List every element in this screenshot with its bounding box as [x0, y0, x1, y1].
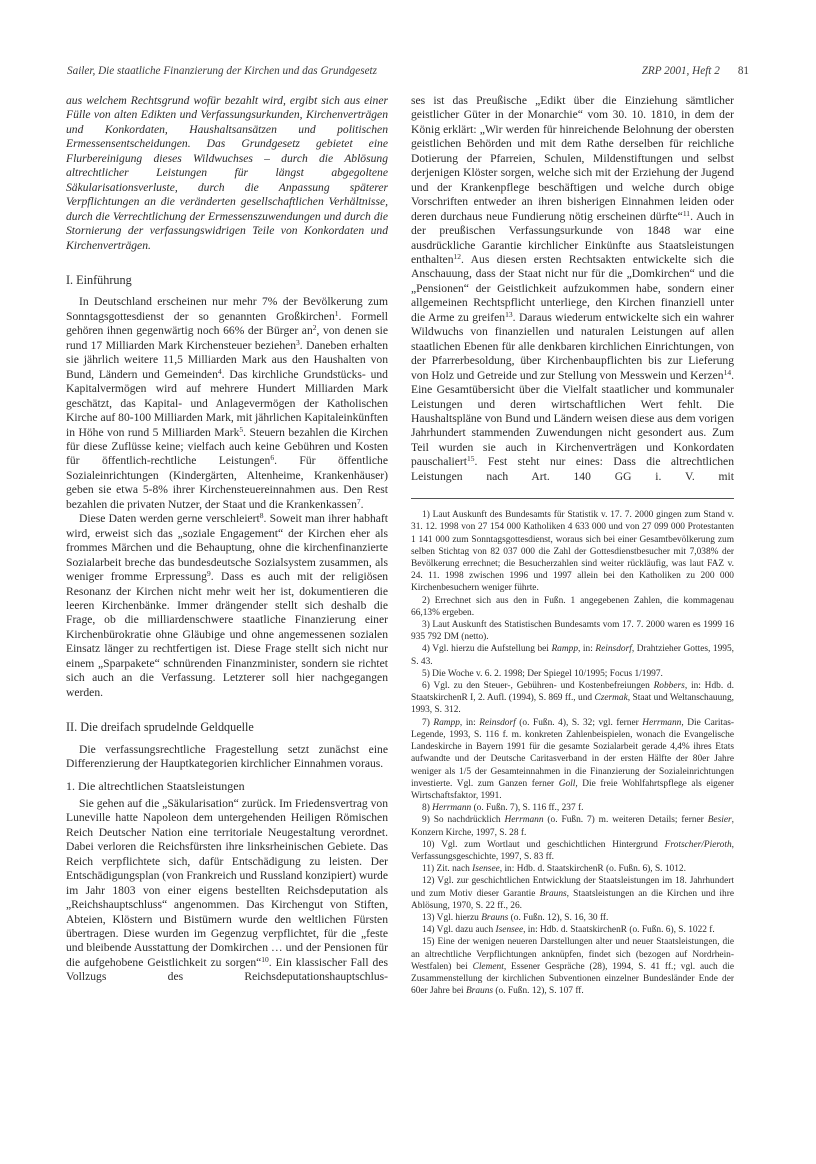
footnote-number: 12)	[422, 876, 438, 887]
footnote-8: 8) Herrmann (o. Fußn. 7), S. 116 ff., 237 f.	[422, 803, 584, 814]
author-name: Czermak	[594, 693, 628, 704]
left-column	[66, 94, 388, 985]
footnote-3: 3) Laut Auskunft des Statistischen Bundesamts vom 17. 7. 2000 waren es 1999 16 935 792 DM (netto).	[411, 620, 735, 643]
footnote-2: 2) Errechnet sich aus den in Fußn. 1 angegebenen Zahlen, die kommagenau 66,13% ergeben.	[411, 595, 734, 618]
author-name: Herrmann	[432, 803, 472, 814]
author-name: Besier	[707, 815, 732, 826]
footnote-12: 12) Vgl. zur geschichtlichen Entwicklung der Staatsleistungen im 18. Jahrhundert und zum Motiv dieser Garantie Brauns, Staatsleistungen an die Kirchen und ihre Ablösung, 1970, S. 22 ff., 26.	[411, 876, 734, 911]
footnote-10: 10) Vgl. zum Wortlaut und geschichtlichen Hintergrund Frotscher/Pieroth, Verfassungsgeschichte, 1997, S. 83 ff.	[411, 839, 734, 862]
footnote-ref[interactable]: 2	[312, 323, 317, 333]
author-name: Herrmann	[642, 717, 682, 728]
author-name: Rampp	[551, 644, 579, 655]
author-name: Rampp	[433, 717, 460, 728]
footnotes	[411, 509, 734, 997]
footnote-5: 5) Die Woche v. 6. 2. 1998; Der Spiegel 10/1995; Focus 1/1997.	[422, 668, 663, 679]
footnote-9: 9) So nachdrücklich Herrmann (o. Fußn. 7) m. weiteren Details; ferner Besier, Konzern Kirche, 1997, S. 28 f.	[411, 815, 734, 838]
right-column	[411, 94, 734, 997]
footnote-number: 9)	[422, 815, 434, 826]
page-number: 81	[737, 65, 749, 77]
footnote-7: 7) Rampp, in: Reinsdorf (o. Fußn. 4), S. 32; vgl. ferner Herrmann, Die Caritas-Legende, 1993, S. 116 f. m. konkreten Zahlenbeispielen, wonach die Evangelische Landeskirche in Bayern 1991 für die gesamte Sozialarbeit gerade 4,4% ihres Etats aufwandte und der Deutsche Caritasverband in der ersten Hälfte der 80er Jahre weniger als 1/5 der Gesamteinnahmen in die Finanzierung der Sozialeinrichtungen investierte. Vgl. zum Ganzen ferner Goll, Die freie Wohlfahrtspflege als eigener Wirtschaftsfaktor, 1991.	[411, 717, 734, 801]
section-heading-geldquelle: II. Die dreifach sprudelnde Geldquelle	[66, 720, 254, 735]
paragraph: Sie gehen auf die „Säkularisation“ zurück. Im Friedensvertrag von Luneville hatte Napoleon dem untergehenden Heiligen Römischen Reich Deutscher Nation eine territoriale Neugestaltung verordnet. Dabei verloren die Reichsfürsten ihre linksrheinischen Gebiete. Das Reich verpflichtete sich, dafür Entschädigung zu leisten. Der Entschädigungsplan (von Frankreich und Russland konzipiert) wurde im Jahr 1803 von einer eigens bestellten Reichsdeputation als „Reichshauptschluss“ angenommen. Das Kirchengut von Stiften, Abteien, Klöstern und Bistümern wurde den weltlichen Fürsten übertragen. Diese wurden im Gegenzug verpflichtet, für die „feste und bleibende Ausstattung der Domkirchen … und der Pensionen für die aufgehobene Geistlichkeit zu sorgen“$^{10}$. Ein klassischer Fall des Vollzugs des Reichsdeputationshauptschlus-	[66, 796, 388, 984]
footnote-number: 4)	[422, 644, 433, 655]
footnote-4: 4) Vgl. hierzu die Aufstellung bei Rampp, in: Reinsdorf, Drahtzieher Gottes, 1995, S. 43.	[411, 644, 735, 667]
author-name: Frotscher/Pieroth	[664, 839, 732, 850]
paragraph: Diese Daten werden gerne verschleiert$^8$. Soweit man ihrer habhaft wird, erweist sich das „soziale Engagement“ der Kirchen eher als frommes Märchen und die Behauptung, ohne die kirchenfinanzierte Sozialarbeit breche das bundesdeutsche Sozialsystem zusammen, als weniger fromme Erpressung$^9$. Dass es auch mit der religiösen Resonanz der Kirchen nicht mehr weit her ist, dokumentieren die leeren Kirchenbänke. Immer drängender stellt sich deshalb die Frage, ob die milliardenschwere staatliche Finanzierung einer Kirchenbürokratie ohne Gläubige und ohne angemessenen sozialen Einsatz länger zu rechtfertigen ist. Diese Frage stellt sich nicht nur einem „Sparpakete“ schnürenden Finanzminister, sondern sie richtet sich auch an die Verfassung. Letzterer soll hier nachgegangen werden.	[66, 511, 389, 699]
footnote-ref[interactable]: 10	[261, 954, 269, 964]
footnote-divider	[411, 498, 734, 499]
footnote-number: 3)	[422, 620, 433, 631]
footnote-number: 7)	[422, 717, 434, 728]
author-name: Isensee	[472, 864, 500, 875]
paragraph: ses ist das Preußische „Edikt über die Einziehung sämtlicher geistlicher Güter in der Monarchie“ vom 30. 10. 1810, in dem der König erklärt: „Wir werden für hinreichende Belohnung der obersten geistlichen Behörden und mit dem Rathe derselben für reichliche Dotierung der Pfarreien, Schulen, Mildenstiftungen und selbst derjenigen Klöster sorgen, welche sich mit der Erziehung der Jugend und der Krankenpflege beschäftigen und welche durch obige Vorschriften entweder an ihren bisherigen Einnahmen leiden oder deren durchaus neue Fundierung nötig erscheinen dürfte“$^{11}$. Auch in der preußischen Verfassungsurkunde von 1848 war eine ausdrückliche Garantie kirchlicher Einkünfte aus Staatsleistungen enthalten$^{12}$. Aus diesen ersten Rechtsakten entwickelte sich die Anschauung, dass der Staat nicht nur für die „Domkirchen“ und die „Pensionen“ der Geistlichkeit aufzukommen habe, sondern einer allgemeinen Rechtspflicht unterliege, den Kirchen finanziell unter die Arme zu greifen$^{13}$. Daraus wiederum entwickelte sich ein wahrer Wildwuchs von finanziellen und naturalen Leistungen auf allen staatlichen Ebenen für alle denkbaren kirchlichen Einrichtungen, von der Pfarrerbesoldung, über Kirchenbaupflichten bis zur Lieferung von Holz und Getreide und zur Stellung von Messwein und Kerzen$^{14}$. Eine Gesamtübersicht über die Vielfalt staatlicher und kommunaler Leistungen und deren wirtschaftlichen Wert fehlt. Die Haushaltspläne von Bund und Ländern weisen diese aus dem vorigen Jahrhundert stammenden Zuwendungen nicht gesondert aus. Zum Teil wurden sie auch in Kirchenverträgen und Konkordaten pauschaliert$^{15}$. Fest steht nur eines: Dass die altrechtlichen Leistungen nach Art. 140 GG i. V. mit	[411, 94, 735, 483]
author-name: Goll	[558, 778, 576, 789]
author-name: Herrmann	[504, 815, 544, 826]
footnote-13: 13) Vgl. hierzu Brauns (o. Fußn. 12), S. 16, 30 ff.	[422, 912, 609, 923]
footnote-ref[interactable]: 9	[206, 569, 211, 579]
footnote-number: 5)	[422, 668, 433, 679]
footnote-ref[interactable]: 13	[505, 309, 513, 319]
footnote-number: 8)	[422, 803, 433, 814]
footnote-1: 1) Laut Auskunft des Bundesamts für Statistik v. 17. 7. 2000 gingen zum Stand v. 31. 12. 1998 von 27 154 000 Katholiken 4 633 000 und von 27 099 000 Protestanten 1 141 000 zum Sonntagsgottesdienst, woraus sich bei einer Gesamtbevölkerung zum selben Stichtag von 82 037 000 die Zahl der Gottesdienstbesucher mit 7,038% der Bevölkerung errechnet; die Besucherzahlen sind weiter rückläufig, was laut FAZ v. 24. 11. 1998 zwischen 1996 und 1997 allein bei den Katholiken zu 200 000 Kirchenbesuchern weniger führte.	[411, 510, 735, 594]
subsection-heading-staatsleistungen: 1. Die altrechtlichen Staatsleistungen	[66, 779, 245, 794]
footnote-11: 11) Zit. nach Isensee, in: Hdb. d. StaatskirchenR (o. Fußn. 6), S. 1012.	[422, 864, 686, 875]
author-name: Reinsdorf	[595, 644, 632, 655]
section-heading-einfuehrung: I. Einführung	[66, 272, 132, 287]
footnote-ref[interactable]: 7	[356, 496, 361, 506]
footnote-number: 6)	[422, 681, 434, 692]
footnote-15: 15) Eine der wenigen neueren Darstellungen alter und neuer Staatsleistungen, die an altrechtliche Verpflichtungen anknüpfen, findet sich (bezogen auf Nordrhein-Westfalen) bei Clement, Essener Gespräche (28), 1994, S. 41 ff.; vgl. auch die Zusammenstellung der kirchlichen Subventionen einzelner Bundesländer Ende der 60er Jahre bei Brauns (o. Fußn. 12), S. 107 ff.	[411, 937, 735, 997]
author-name: Clement	[472, 961, 504, 972]
footnote-ref[interactable]: 1	[334, 308, 339, 318]
footnote-number: 13)	[422, 912, 437, 923]
footnote-number: 2)	[422, 595, 435, 606]
footnote-ref[interactable]: 3	[296, 337, 300, 347]
running-title: Sailer, Die staatliche Finanzierung der Kirchen und das Grundgesetz	[67, 65, 378, 77]
footnote-ref[interactable]: 4	[217, 366, 222, 376]
footnote-number: 15)	[422, 937, 438, 948]
footnote-ref[interactable]: 14	[723, 367, 732, 377]
journal-info	[642, 65, 749, 77]
journal-issue: ZRP 2001, Heft 2	[641, 65, 720, 77]
footnote-14: 14) Vgl. dazu auch Isensee, in: Hdb. d. StaatskirchenR (o. Fußn. 6), S. 1022 f.	[422, 925, 715, 936]
paragraph: Die verfassungsrechtliche Fragestellung setzt zunächst eine Differenzierung der Hauptkategorien kirchlicher Einnahmen voraus.	[66, 742, 388, 771]
author-name: Brauns	[465, 986, 494, 997]
running-header	[67, 65, 747, 81]
footnote-number: 14)	[422, 925, 437, 936]
paragraph: In Deutschland erscheinen nur mehr 7% der Bevölkerung zum Sonntagsgottesdienst der so genannten Großkirchen$^1$. Formell gehören ihnen gegenwärtig noch 66% der Bürger $an^2$, von denen sie rund 17 Milliarden Mark Kirchensteuer beziehen$^3$. Daneben erhalten sie jährlich weitere 11,5 Milliarden Mark aus den Haushalten von Bund, Ländern und Gemeinden$^4$. Das kirchliche Grundstücks- und Kapitalvermögen wird auf mehrere Hundert Milliarden Mark geschätzt, das Kapital- und Anlagevermögen der Katholischen Kirche auf 80-100 Milliarden Mark, mit jährlichen Kapitaleinkünften in Höhe von rund 5 Milliarden Mark$^5$. Steuern bezahlen die Kirchen für diese Zuflüsse keine; vielfach auch keine Gebühren und Kosten für öffentlich-rechtliche Leistungen$^6$. Für öffentliche Sozialeinrichtungen (Kindergärten, Altenheime, Krankenhäuser) geben sie etwa 5-8% ihrer Kirchensteuereinnahmen aus. Den Rest bezahlen die privaten Nutzer, der Staat und die Krankenkassen$^7$.	[66, 295, 389, 511]
abstract: aus welchem Rechtsgrund wofür bezahlt wird, ergibt sich aus einer Fülle von alten Edikten und Verfassungsurkunden, Kirchenverträgen und Konkordaten, Haushaltsansätzen und politischen Ermessensentscheidungen. Das Grundgesetz gebietet eine Flurbereinigung dieses Wildwuchses – durch die Ablösung altrechtlicher Leistungen für längst abgegoltene Säkularisationsverluste, durch die Anpassung späterer Verpflichtungen an die veränderten gesellschaftlichen Verhältnisse, durch die Verrechtlichung der Ermessenszuwendungen und durch die Stornierung der verfassungswidrigen Teile von Konkordaten und Kirchenverträgen.	[66, 94, 388, 252]
footnote-ref[interactable]: 11	[682, 208, 691, 218]
footnote-6: 6) Vgl. zu den Steuer-, Gebühren- und Kostenbefreiungen Robbers, in: Hdb. d. StaatskirchenR I, 2. Aufl. (1994), S. 869 ff., und Czermak, Staat und Weltanschauung, 1993, S. 312.	[411, 681, 735, 716]
author-name: Robbers	[653, 681, 685, 692]
author-name: Reinsdorf	[479, 717, 516, 728]
author-name: Brauns	[481, 912, 509, 923]
footnote-number: 10)	[422, 839, 442, 850]
footnote-ref[interactable]: 5	[239, 424, 244, 434]
footnote-ref[interactable]: 6	[270, 453, 275, 463]
footnote-number: 1)	[422, 510, 433, 521]
footnote-ref[interactable]: 12	[453, 251, 461, 261]
author-name: Isensee	[495, 925, 524, 936]
footnote-number: 11)	[422, 864, 437, 875]
footnote-ref[interactable]: 15	[467, 454, 475, 464]
author-name: Brauns	[539, 888, 567, 899]
footnote-ref[interactable]: 8	[259, 511, 264, 521]
